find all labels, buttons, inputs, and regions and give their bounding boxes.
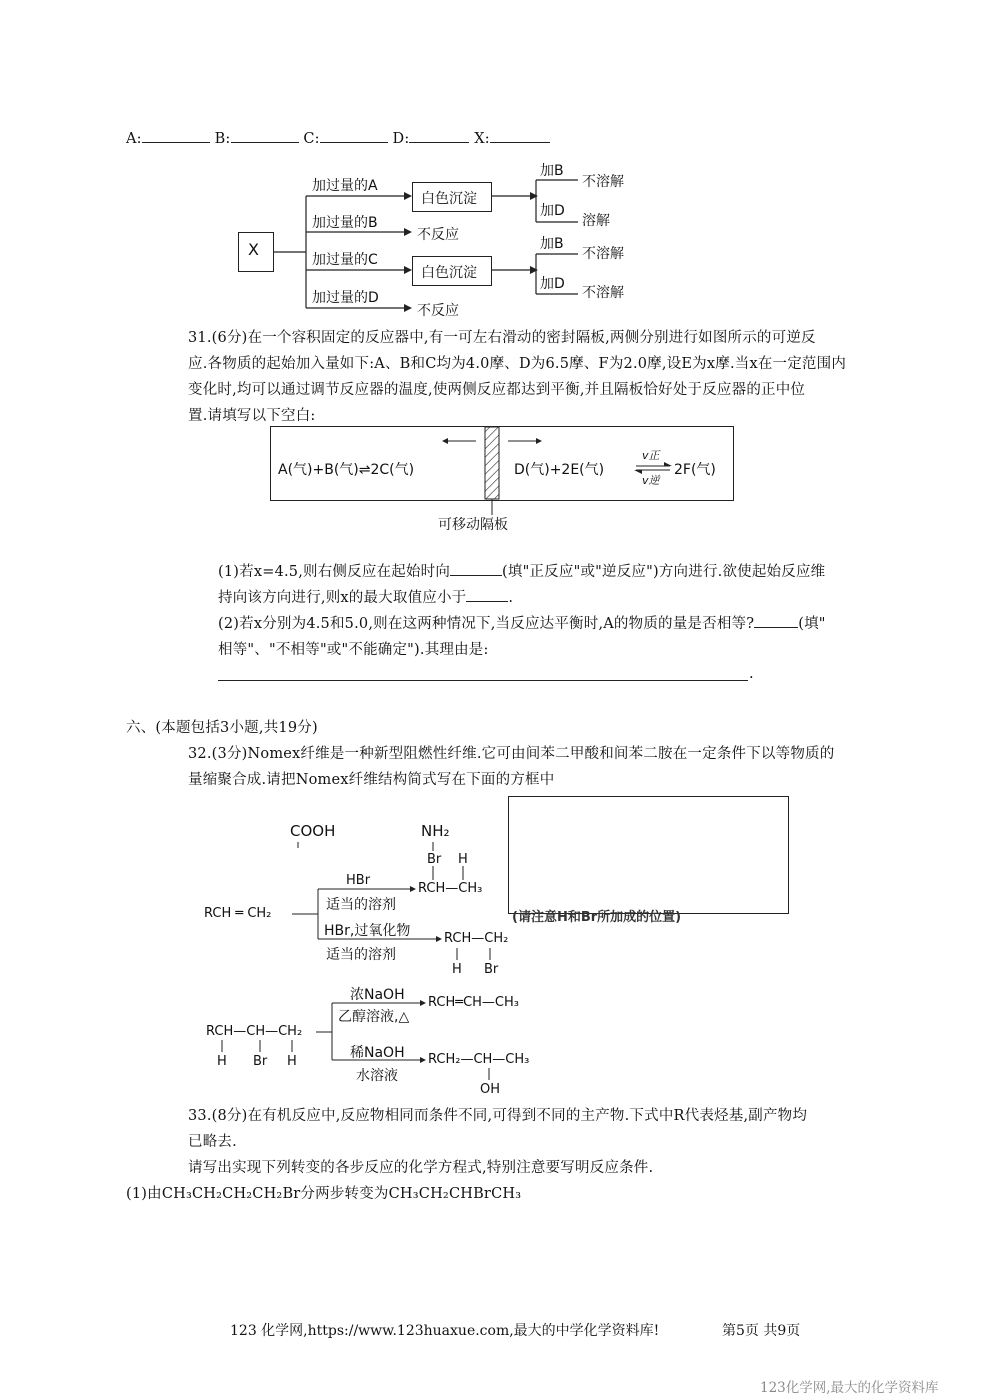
scheme-2-prod-bot-oh: OH xyxy=(480,1082,501,1097)
add-d-label-1: 加D xyxy=(540,203,565,219)
section-6-heading: 六、(本题包括3小题,共19分) xyxy=(126,720,318,736)
q31-sub2-period: . xyxy=(749,666,754,682)
q31-line-1: 31.(6分)在一个容积固定的反应器中,有一可左右滑动的密封隔板,两侧分别进行如图所示的可逆反 xyxy=(188,330,816,346)
q32-line-2: 量缩聚合成.请把Nomex纤维结构简式写在下面的方框中 xyxy=(188,772,555,788)
no-reaction-label-2: 不反应 xyxy=(417,303,459,319)
v-forward-label: v正 xyxy=(642,449,660,462)
scheme-2-cond-top-b: 乙醇溶液,△ xyxy=(338,1009,410,1025)
q33-line-2: 已略去. xyxy=(188,1134,237,1150)
scheme-2-cond-bot-a: 稀NaOH xyxy=(350,1045,405,1061)
q33-line-3: 请写出实现下列转变的各步反应的化学方程式,特别注意要写明反应条件. xyxy=(188,1160,654,1176)
scheme-2-cond-bot-b: 水溶液 xyxy=(356,1068,398,1084)
precipitate-label-2: 白色沉淀 xyxy=(421,265,477,281)
scheme-1-prod-bot-h: H xyxy=(452,962,462,977)
branch-d-label: 加过量的D xyxy=(312,290,379,306)
q32-box-note: (请注意H和Br所加成的位置) xyxy=(512,910,682,925)
scheme-1-cond-bot-a: HBr,过氧化物 xyxy=(324,923,411,939)
add-b-label-2: 加B xyxy=(540,236,564,252)
scheme-2-cond-top-a: 浓NaOH xyxy=(350,987,405,1003)
q31-sub2-line-2: 相等"、"不相等"或"不能确定").其理由是: xyxy=(218,642,489,658)
q31-sub2-text-b: (填" xyxy=(798,616,826,632)
footer-page-number: 第5页 共9页 xyxy=(722,1323,801,1339)
answer-label-d: D: xyxy=(392,131,410,147)
q31-sub1-text-a: (1)若x=4.5,则右侧反应在起始时向 xyxy=(218,564,451,580)
q32-line-1: 32.(3分)Nomex纤维是一种新型阻燃性纤维.它可由间苯二甲酸和间苯二胺在一定条件下以等物质的 xyxy=(188,746,835,762)
nh2-label: NH₂ xyxy=(421,822,450,840)
q31-sub2-text-a: (2)若x分别为4.5和5.0,则在这两种情况下,当反应达平衡时,A的物质的量是否相等? xyxy=(218,616,755,632)
scheme-2-prod-bot: RCH₂—CH—CH₃ xyxy=(428,1052,530,1067)
v-reverse-label: v逆 xyxy=(642,474,660,487)
answer-label-b: B: xyxy=(214,131,231,147)
soluble-label-1: 溶解 xyxy=(582,213,610,229)
scheme-2-reactant-br: Br xyxy=(253,1054,268,1069)
q31-sub1-text-d: . xyxy=(508,590,514,606)
scheme-1-prod-top: RCH—CH₃ xyxy=(418,881,483,896)
scheme-1-reactant: RCH ═ CH₂ xyxy=(204,906,272,921)
footer-text: 123 化学网,https://www.123huaxue.com,最大的中学化学资料库! xyxy=(230,1323,660,1339)
q31-line-3: 变化时,均可以通过调节反应器的温度,使两侧反应都达到平衡,并且隔板恰好处于反应器的正中位 xyxy=(188,382,806,398)
insoluble-label-2: 不溶解 xyxy=(582,246,624,262)
answer-label-a: A: xyxy=(126,131,142,147)
left-reaction: A(气)+B(气)⇌2C(气) xyxy=(278,462,415,478)
insoluble-label-3: 不溶解 xyxy=(582,285,624,301)
q31-sub1-text-c: 持向该方向进行,则x的最大取值应小于 xyxy=(218,590,467,606)
scheme-2-reactant-h2: H xyxy=(287,1054,297,1069)
no-reaction-label-1: 不反应 xyxy=(417,227,459,243)
branch-a-label: 加过量的A xyxy=(312,178,378,194)
branch-c-label: 加过量的C xyxy=(312,252,378,268)
q33-sub-1: (1)由CH₃CH₂CH₂CH₂Br分两步转变为CH₃CH₂CHBrCH₃ xyxy=(126,1186,522,1202)
scheme-1-cond-bot-b: 适当的溶剂 xyxy=(326,947,396,963)
scheme-1-cond-top-b: 适当的溶剂 xyxy=(326,897,396,913)
scheme-2-reactant-h1: H xyxy=(217,1054,227,1069)
add-b-label-1: 加B xyxy=(540,163,564,179)
branch-b-label: 加过量的B xyxy=(312,215,378,231)
scheme-1-prod-bot: RCH—CH₂ xyxy=(444,931,509,946)
add-d-label-2: 加D xyxy=(540,276,565,292)
scheme-1-prod-bot-br: Br xyxy=(484,962,499,977)
scheme-1-prod-top-h: H xyxy=(458,852,468,867)
q31-line-4: 置.请填写以下空白: xyxy=(188,408,316,424)
right-reaction-reactants: D(气)+2E(气) xyxy=(514,462,605,478)
footer-watermark: 123化学网,最大的化学资料库 xyxy=(760,1380,939,1396)
q31-line-2: 应.各物质的起始加入量如下:A、B和C均为4.0摩、D为6.5摩、F为2.0摩,设E为x摩.当x在一定范围内 xyxy=(188,356,847,372)
cooh-label: COOH xyxy=(290,822,336,840)
q31-sub1-text-b: (填"正反应"或"逆反应")方向进行.欲使起始反应维 xyxy=(502,564,826,580)
right-reaction-product: 2F(气) xyxy=(674,462,716,478)
insoluble-label-1: 不溶解 xyxy=(582,174,624,190)
scheme-2-prod-top: RCH═CH—CH₃ xyxy=(428,995,519,1010)
partition-label: 可移动隔板 xyxy=(438,517,508,533)
answer-label-x: X: xyxy=(474,131,490,147)
q33-line-1: 33.(8分)在有机反应中,反应物相同而条件不同,可得到不同的主产物.下式中R代表烃基,副产物均 xyxy=(188,1108,808,1124)
precipitate-label-1: 白色沉淀 xyxy=(421,191,477,207)
answer-label-c: C: xyxy=(303,131,320,147)
scheme-1-prod-top-br: Br xyxy=(427,852,442,867)
scheme-2-reactant: RCH—CH—CH₂ xyxy=(206,1024,303,1039)
x-box-label: X xyxy=(248,240,259,259)
scheme-1-cond-top-a: HBr xyxy=(346,873,371,888)
